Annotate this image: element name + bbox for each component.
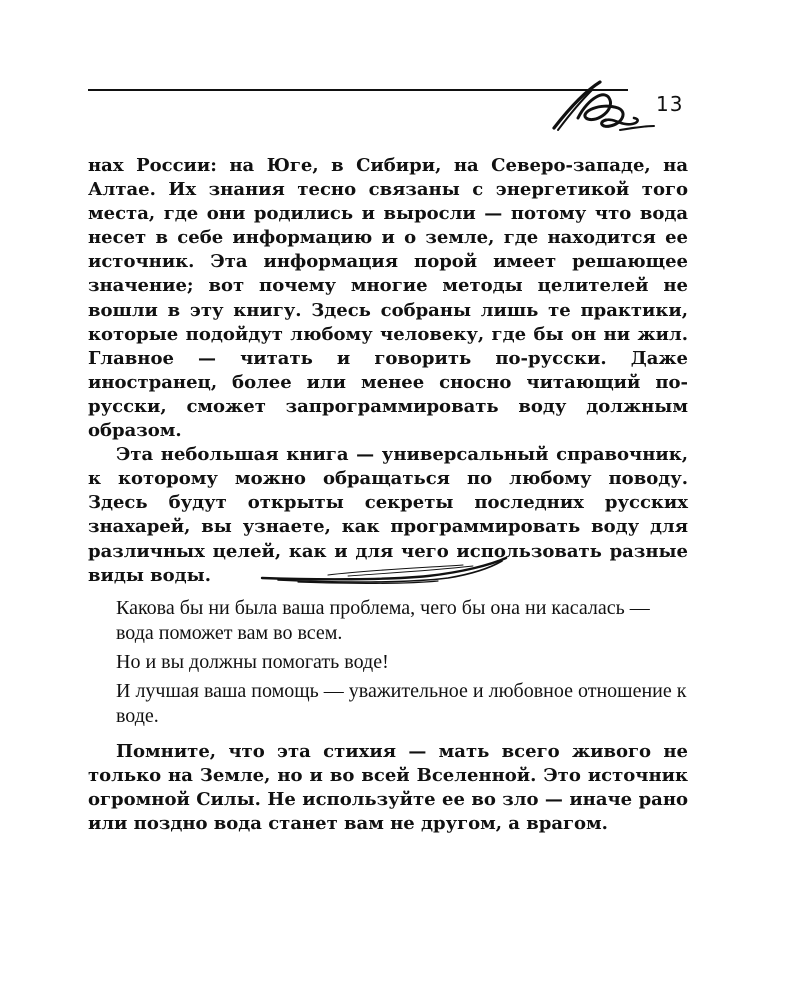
quote-line: Какова бы ни была ваша проблема, чего бы она ни касалась — вода поможет вам во всем. [116, 597, 650, 644]
header-rule [88, 89, 628, 91]
paragraph-continuation: нах России: на Юге, в Сибири, на Северо-западе, на Алтае. Их знания тесно связаны с энергетикой того места, где они родились и выросли — потому что вода несет в себе информацию и о земле, где находится ее источник. Эта информация порой имеет решающее значение; вот почему многие методы целителей не вошли в эту книгу. Здесь собраны лишь те практики, которые подойдут любому человеку, где бы он ни жил. Главное — читать и говорить по-русски. Даже иностранец, более или менее сносно читающий по-русски, сможет запрограммировать воду должным образом. [88, 155, 688, 442]
quote-line: И лучшая ваша помощь — уважительное и любовное отношение к воде. [116, 680, 687, 727]
swash-divider-icon [258, 556, 510, 588]
closing-text-block [88, 740, 688, 836]
main-text-block [88, 154, 688, 588]
paragraph-closing: Помните, что эта стихия — мать всего живого не только на Земле, но и во всей Вселенной. Это источник огромной Силы. Не используйте ее во зло — иначе рано или поздно вода станет вам не другом, а врагом. [88, 741, 688, 835]
calligraphic-flourish-icon [548, 78, 656, 136]
page-number: 13 [656, 92, 684, 116]
paragraph-book-description: Эта небольшая книга — универсальный справочник, к которому можно обращаться по любому поводу. Здесь будут открыты секреты последних русских знахарей, вы узнаете, как программировать воду для различных целей, как и для чего использовать разные виды воды. [88, 444, 688, 586]
quote-line: Но и вы должны помогать воде! [116, 651, 389, 673]
quote-block [116, 596, 688, 733]
